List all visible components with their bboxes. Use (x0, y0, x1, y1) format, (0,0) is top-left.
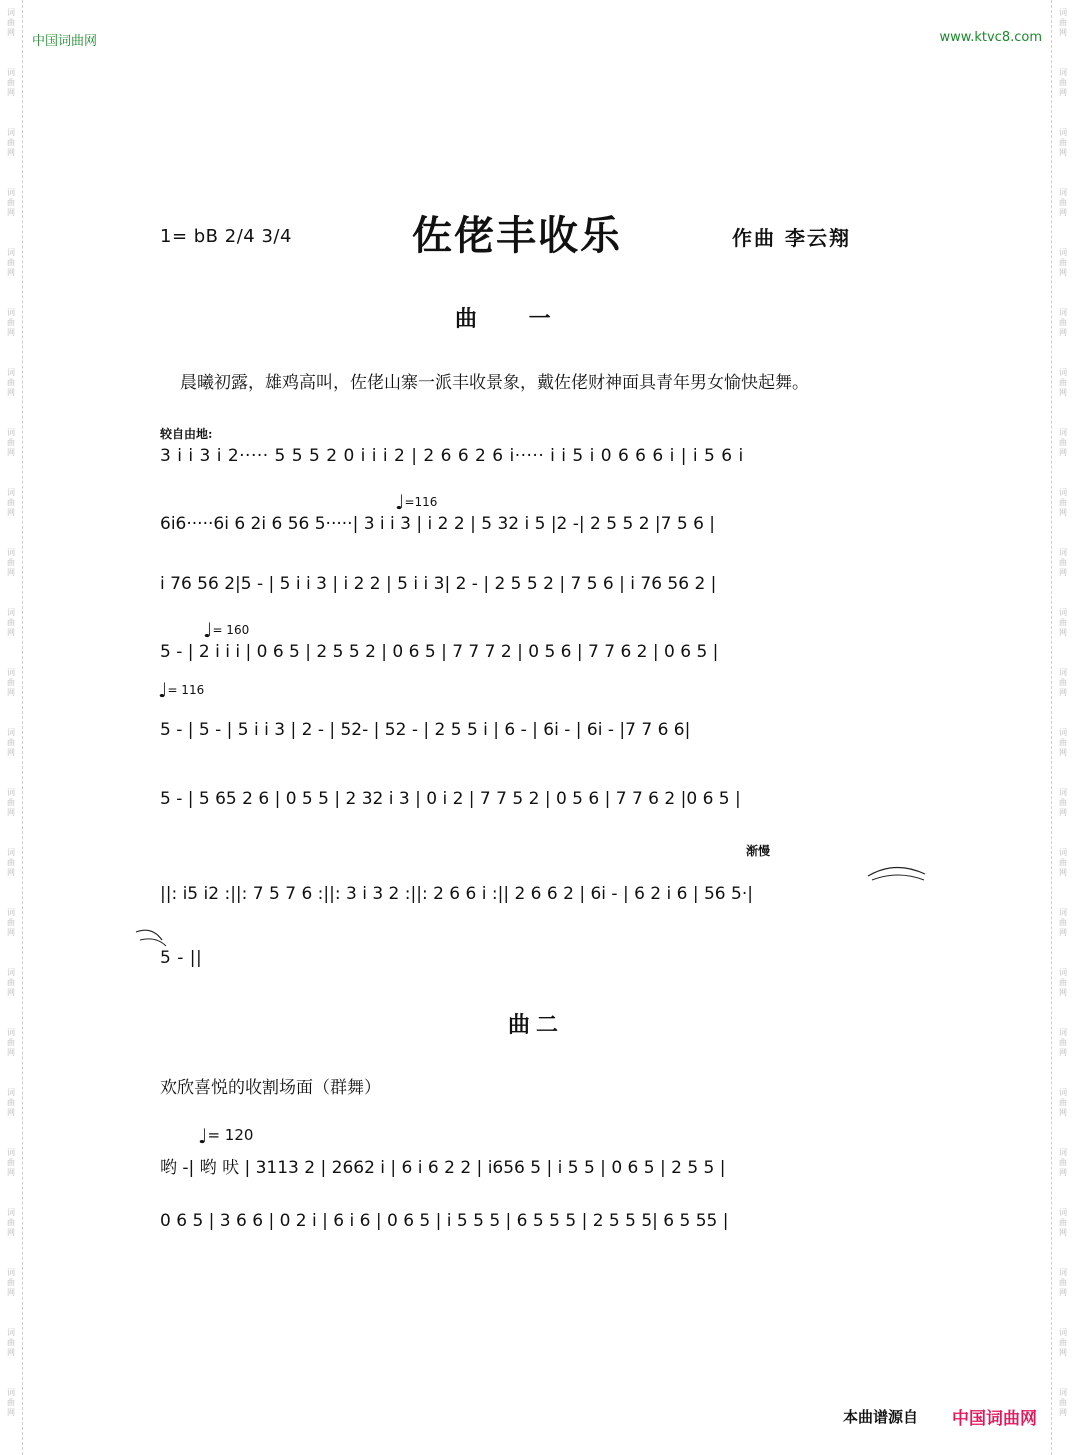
footer-source-label: 本曲谱源自 (843, 1408, 919, 1426)
side-watermark-text: 词 曲 网 (7, 668, 15, 697)
side-watermark-text: 词 曲 网 (7, 1328, 15, 1357)
side-watermark-text: 词 曲 网 (7, 1208, 15, 1237)
notation-line-9: 哟 -| 哟 吠 | 3113 2 | 2662 i | 6 i 6 2 2 | i656 5 | i 5 5 | 0 6 5 | 2 5 5 | (160, 1158, 726, 1178)
section-2-heading: 曲二 (508, 1012, 565, 1038)
quarter-note-icon: ♩ (395, 490, 405, 514)
slur-arc (872, 875, 924, 880)
side-watermark-text: 词 曲 网 (1059, 248, 1067, 277)
side-watermark-text: 词 曲 网 (7, 68, 15, 97)
tempo-value: =116 (404, 495, 438, 509)
notation-line-8: 5 - || (160, 948, 203, 968)
side-watermark-text: 词 曲 网 (7, 1028, 15, 1057)
side-watermark-text: 词 曲 网 (1059, 128, 1067, 157)
score-title: 佐佬丰收乐 (412, 212, 622, 259)
section-1-heading: 曲 一 (455, 306, 573, 332)
side-watermark-text: 词 曲 网 (1059, 1388, 1067, 1417)
key-signature: 1= bB 2/4 3/4 (160, 226, 292, 247)
side-watermark-text: 词 曲 网 (1059, 1028, 1067, 1057)
side-watermark-text: 词 曲 网 (1059, 668, 1067, 697)
side-watermark-text: 词 曲 网 (1059, 188, 1067, 217)
side-watermark-text: 词 曲 网 (7, 1388, 15, 1417)
side-watermark-text: 词 曲 网 (1059, 1088, 1067, 1117)
quarter-note-icon: ♩ (158, 678, 168, 702)
notation-line-7: ||: i5 i2 :||: 7 5 7 6 :||: 3 i 3 2 :||: 2 6 6 i :|| 2 6 6 2 | 6i - | 6 2 i 6 | 56 5·| (160, 884, 753, 904)
side-watermark-text: 词 曲 网 (7, 1148, 15, 1177)
tempo-value: = 116 (167, 683, 205, 697)
side-watermark-text: 词 曲 网 (7, 788, 15, 817)
tempo-value: = 120 (207, 1126, 254, 1144)
side-watermark-text: 词 曲 网 (7, 188, 15, 217)
side-watermark-text: 词 曲 网 (7, 1088, 15, 1117)
composer-credit: 作曲 李云翔 (732, 226, 851, 250)
notation-line-2: 6i6·····6i 6 2i 6 56 5·····| 3 i i 3 | i 2 2 | 5 32 i 5 |2 -| 2 5 5 2 |7 5 6 | (160, 514, 716, 534)
free-tempo-marking: 较自由地: (160, 427, 213, 441)
side-watermark-text: 词 曲 网 (1059, 728, 1067, 757)
side-watermark-text: 词 曲 网 (1059, 1208, 1067, 1237)
side-watermark-text: 词 曲 网 (7, 428, 15, 457)
side-watermark-text: 词 曲 网 (1059, 848, 1067, 877)
side-watermark-text: 词 曲 网 (7, 368, 15, 397)
notation-line-4: 5 - | 2 i i i | 0 6 5 | 2 5 5 2 | 0 6 5 | 7 7 7 2 | 0 5 6 | 7 7 6 2 | 0 6 5 | (160, 642, 719, 662)
side-watermark-text: 词 曲 网 (7, 128, 15, 157)
side-watermark-text: 词 曲 网 (1059, 968, 1067, 997)
side-watermark-text: 词 曲 网 (1059, 1328, 1067, 1357)
quarter-note-icon: ♩ (203, 618, 213, 642)
side-watermark-text: 词 曲 网 (1059, 8, 1067, 37)
side-watermark-text: 词 曲 网 (1059, 308, 1067, 337)
notation-line-3: i 76 56 2|5 - | 5 i i 3 | i 2 2 | 5 i i 3| 2 - | 2 5 5 2 | 7 5 6 | i 76 56 2 | (160, 574, 717, 594)
side-watermark-text: 词 曲 网 (1059, 1268, 1067, 1297)
side-watermark-text: 词 曲 网 (7, 908, 15, 937)
notation-line-5: 5 - | 5 - | 5 i i 3 | 2 - | 52- | 52 - | 2 5 5 i | 6 - | 6i - | 6i - |7 7 6 6| (160, 720, 691, 740)
notation-line-1: 3 i i 3 i 2····· 5 5 5 2 0 i i i 2 | 2 6 6 2 6 i····· i i 5 i 0 6 6 6 i | i 5 6 i (160, 446, 744, 466)
side-watermark-text: 词 曲 网 (1059, 608, 1067, 637)
side-watermark-text: 词 曲 网 (7, 1268, 15, 1297)
side-watermark-text: 词 曲 网 (1059, 548, 1067, 577)
side-watermark-text: 词 曲 网 (7, 608, 15, 637)
side-watermark-text: 词 曲 网 (7, 728, 15, 757)
tempo-value: = 160 (212, 623, 250, 637)
header-site-url[interactable]: www.ktvc8.com (939, 30, 1042, 45)
side-watermark-text: 词 曲 网 (1059, 488, 1067, 517)
quarter-note-icon: ♩ (198, 1124, 208, 1148)
side-watermark-text: 词 曲 网 (7, 968, 15, 997)
notation-line-6: 5 - | 5 65 2 6 | 0 5 5 | 2 32 i 3 | 0 i 2 | 7 7 5 2 | 0 5 6 | 7 7 6 2 |0 6 5 | (160, 789, 741, 809)
side-watermark-text: 词 曲 网 (7, 488, 15, 517)
header-site-name[interactable]: 中国词曲网 (32, 34, 98, 49)
side-watermark-text: 词 曲 网 (1059, 428, 1067, 457)
side-watermark-text: 词 曲 网 (1059, 1148, 1067, 1177)
section-2-description: 欢欣喜悦的收割场面（群舞） (160, 1078, 381, 1098)
side-watermark-text: 词 曲 网 (7, 848, 15, 877)
side-watermark-text: 词 曲 网 (7, 248, 15, 277)
side-watermark-text: 词 曲 网 (1059, 368, 1067, 397)
footer-source-site[interactable]: 中国词曲网 (952, 1409, 1037, 1429)
side-watermark-text: 词 曲 网 (1059, 788, 1067, 817)
ritardando-marking: 渐慢 (746, 844, 771, 858)
side-watermark-text: 词 曲 网 (1059, 68, 1067, 97)
side-watermark-text: 词 曲 网 (7, 548, 15, 577)
notation-line-10: 0 6 5 | 3 6 6 | 0 2 i | 6 i 6 | 0 6 5 | i 5 5 5 | 6 5 5 5 | 2 5 5 5| 6 5 55 | (160, 1211, 729, 1231)
side-watermark-text: 词 曲 网 (7, 308, 15, 337)
section-1-description: 晨曦初露，雄鸡高叫，佐佬山寨一派丰收景象，戴佐佬财神面具青年男女愉快起舞。 (180, 373, 809, 393)
side-watermark-text: 词 曲 网 (7, 8, 15, 37)
side-watermark-text: 词 曲 网 (1059, 908, 1067, 937)
